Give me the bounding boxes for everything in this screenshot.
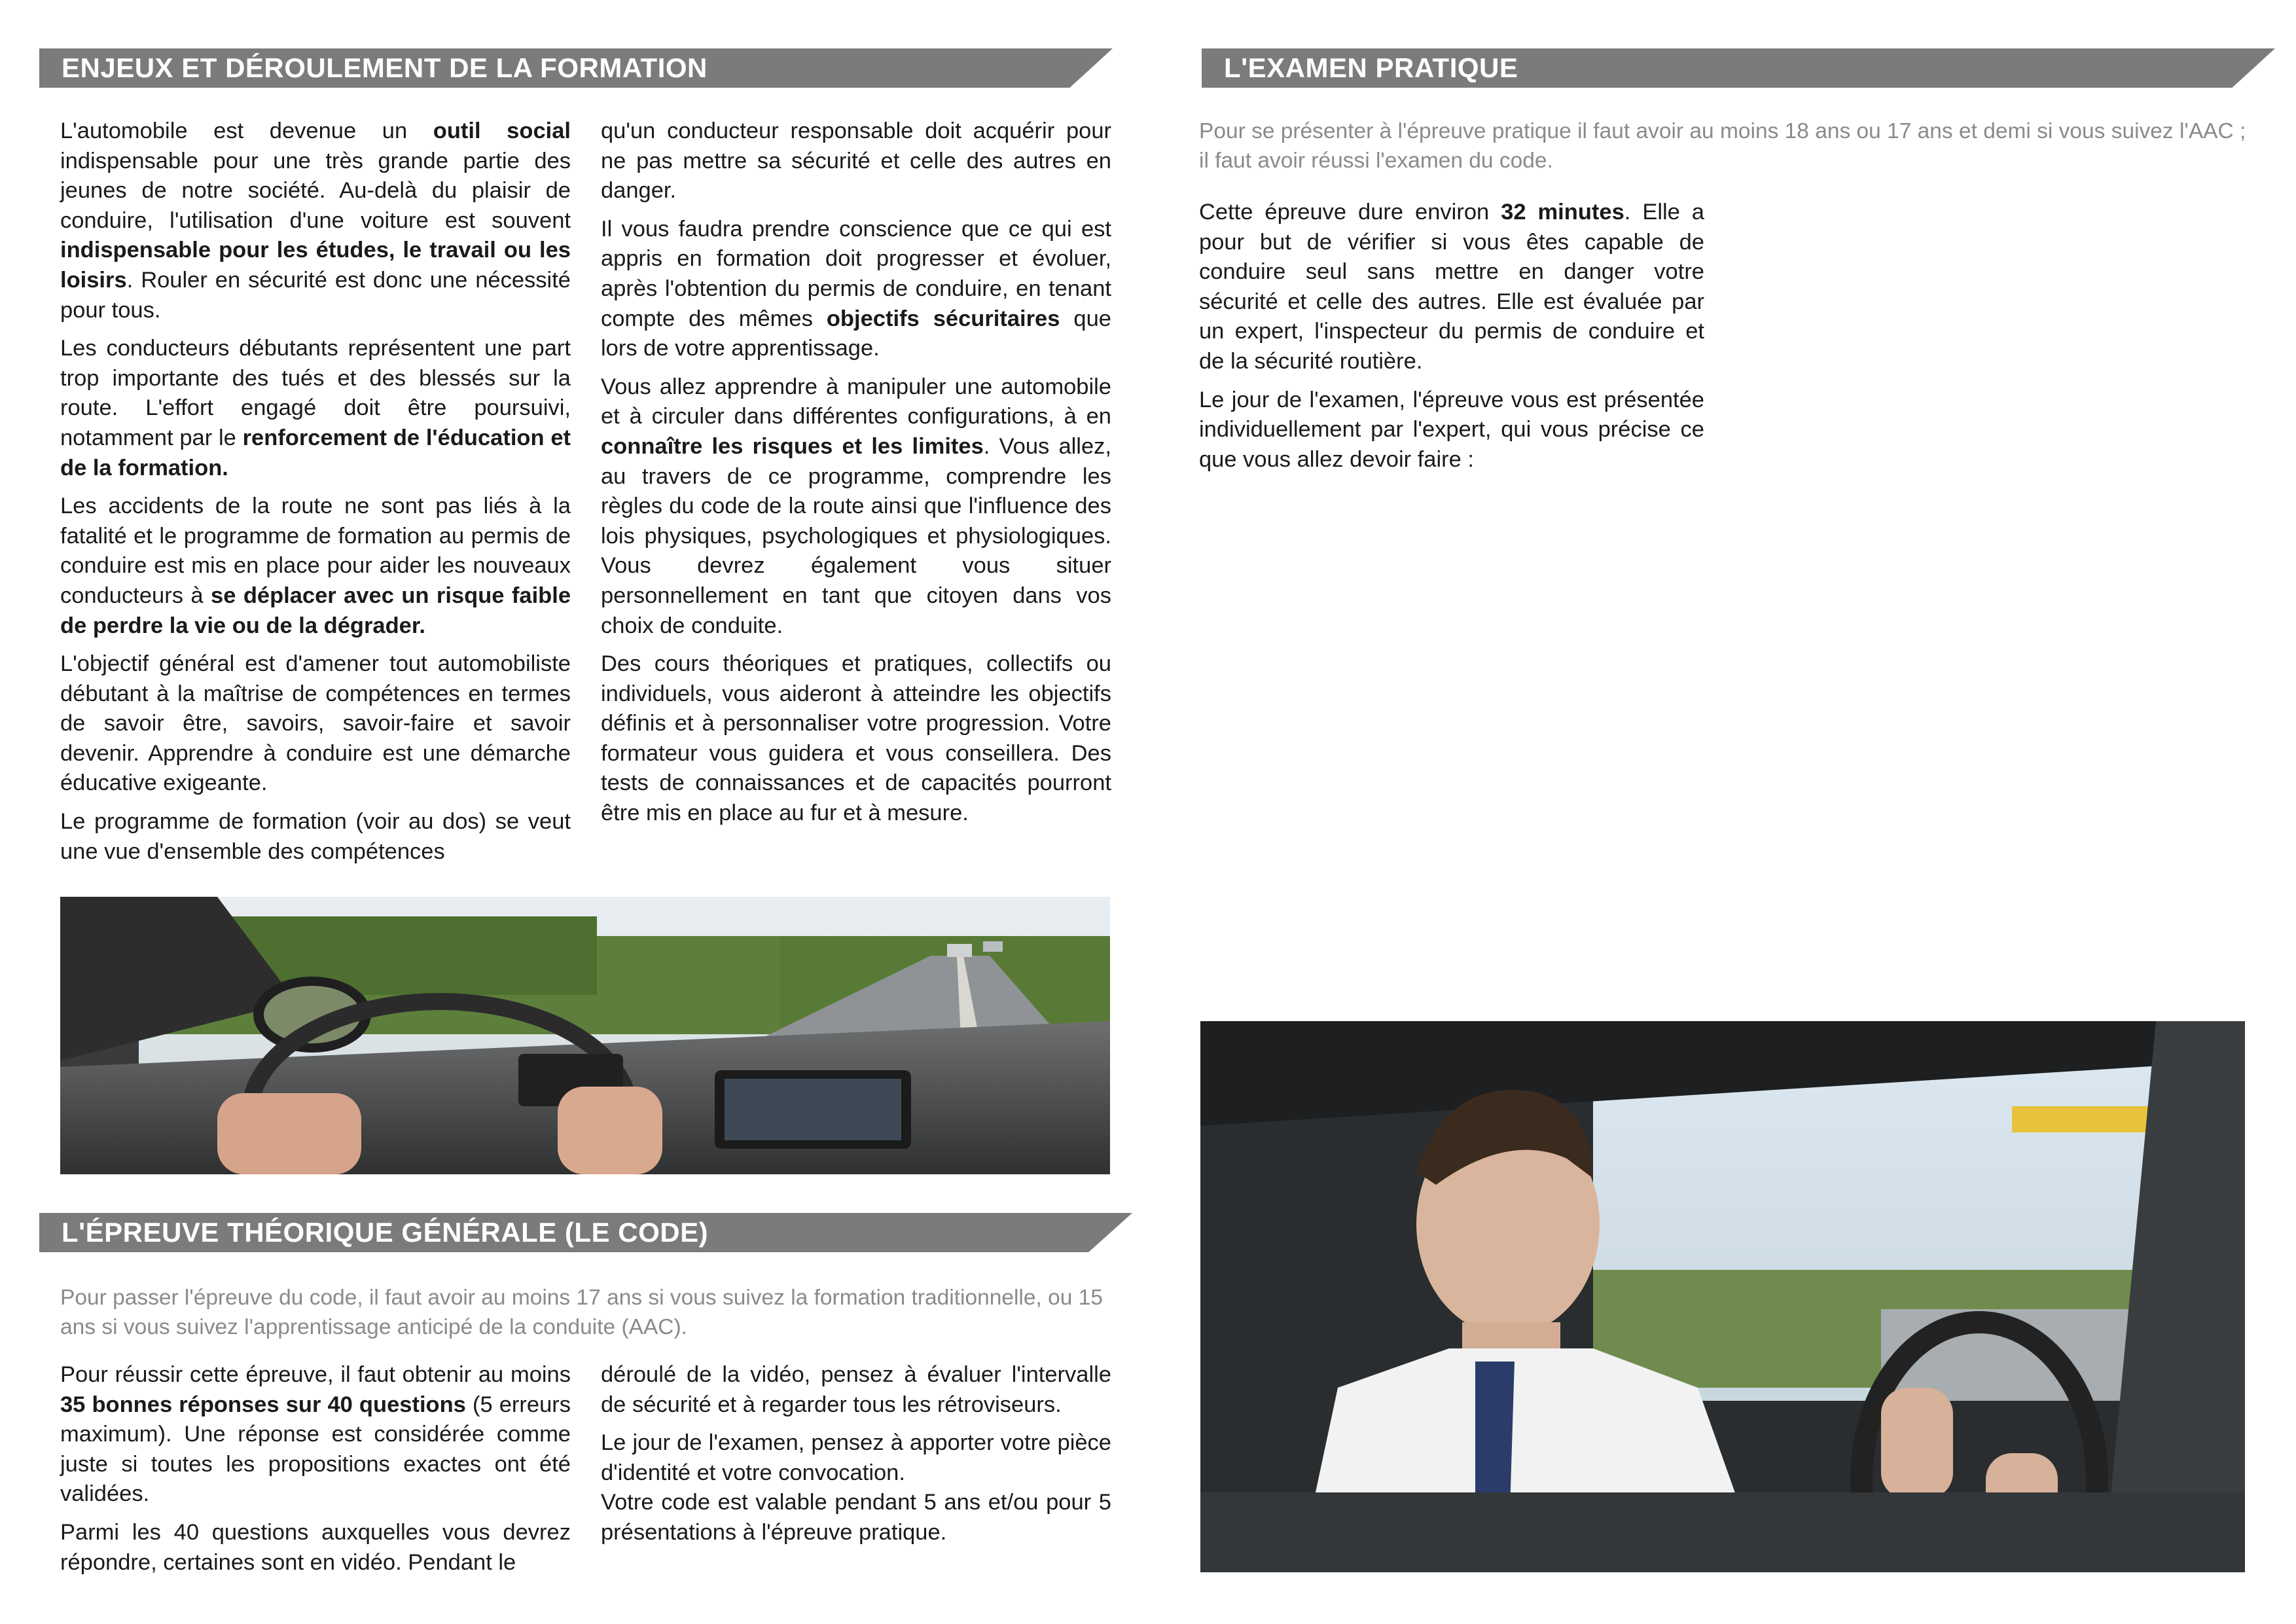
paragraph: Il vous faudra prendre conscience que ce qui est appris en formation doit progresser et évoluer, après l'obtention du permis de conduire, en tenant compte des mêmes objectifs sécuritaires que lors de votre apprentissage.	[601, 216, 1111, 361]
paragraph: Le jour de l'examen, l'épreuve vous est présentée individuellement par l'expert, qui vous précise ce que vous allez devoir faire :	[1199, 387, 1704, 472]
paragraph: L'automobile est devenue un outil social indispensable pour une très grande partie des jeunes de notre société. Au-delà du plaisir de conduire, l'utilisation d'une voiture est souvent indispensable pour les études, le travail ou les loisirs. Rouler en sécurité est donc une nécessité pour tous.	[60, 118, 571, 323]
paragraph: L'objectif général est d'amener tout automobiliste débutant à la maîtrise de compétences en termes de savoir être, savoirs, savoir-faire et savoir devenir. Apprendre à conduire est une démarche éducative exigeante.	[60, 651, 571, 796]
paragraph: qu'un conducteur responsable doit acquérir pour ne pas mettre sa sécurité et celle des autres en danger.	[601, 118, 1111, 204]
paragraph: déroulé de la vidéo, pensez à évaluer l'intervalle de sécurité et à regarder tous les rétroviseurs.	[601, 1362, 1111, 1417]
paragraph: Les conducteurs débutants représentent une part trop importante des tués et des blessés sur la route. L'effort engagé doit être poursuivi, notamment par le renforcement de l'éducation et de la formation.	[60, 336, 571, 480]
driving-road-photo	[60, 897, 1110, 1174]
section-banner-formation	[39, 48, 1113, 88]
paragraph: Des cours théoriques et pratiques, collectifs ou individuels, vous aideront à atteindre les objectifs définis et à personnaliser votre progression. Votre formateur vous guidera et vous conseillera. Des tests de connaissances et de capacités pourront être mis en place au fur et à mesure.	[601, 651, 1111, 826]
section-banner-code	[39, 1213, 1132, 1252]
paragraph: Le programme de formation (voir au dos) se veut une vue d'ensemble des compétences	[60, 809, 571, 864]
paragraph: Vous allez apprendre à manipuler une automobile et à circuler dans différentes configurations, à en connaître les risques et les limites. Vous allez, au travers de ce programme, comprendre les règles du code de la route ainsi que l'influence des lois physiques, psychologiques et physiologiques. Vous devrez également vous situer personnellement en tant que citoyen dans vos choix de conduite.	[601, 374, 1111, 638]
section-title-examen: L'EXAMEN PRATIQUE	[1224, 52, 1518, 83]
section-title-formation: ENJEUX ET DÉROULEMENT DE LA FORMATION	[62, 52, 708, 83]
formation-column-1	[60, 117, 571, 875]
section-title-code: L'ÉPREUVE THÉORIQUE GÉNÉRALE (LE CODE)	[62, 1217, 709, 1248]
code-intro-text: Pour passer l'épreuve du code, il faut avoir au moins 17 ans si vous suivez la formation traditionnelle, ou 15 ans si vous suivez l'apprentissage anticipé de la conduite (AAC).	[60, 1286, 1103, 1339]
code-column-2	[601, 1360, 1111, 1557]
examen-paragraphs-1	[1199, 198, 1704, 475]
paragraph: Pour réussir cette épreuve, il faut obtenir au moins 35 bonnes réponses sur 40 questions (5 erreurs maximum). Une réponse est considérée comme juste si toutes les propositions exactes ont été validées.	[60, 1362, 571, 1507]
paragraph: Le jour de l'examen, pensez à apporter votre pièce d'identité et votre convocation. Votre code est valable pendant 5 ans et/ou pour 5 présentations à l'épreuve pratique.	[601, 1430, 1111, 1545]
paragraph: Les accidents de la route ne sont pas liés à la fatalité et le programme de formation au permis de conduire est mis en place pour aider les nouveaux conducteurs à se déplacer avec un risque faible de perdre la vie ou de la dégrader.	[60, 494, 571, 638]
paragraph: Parmi les 40 questions auxquelles vous devrez répondre, certaines sont en vidéo. Pendant le	[60, 1519, 571, 1575]
section-banner-examen	[1202, 48, 2275, 88]
examen-intro-text: Pour se présenter à l'épreuve pratique il faut avoir au moins 18 ans ou 17 ans et demi si vous suivez l'AAC ; il faut avoir réussi l'examen du code.	[1199, 119, 2246, 173]
code-column-1	[60, 1360, 571, 1586]
paragraph: Cette épreuve dure environ 32 minutes. Elle a pour but de vérifier si vous êtes capable de conduire seul sans mettre en danger votre sécurité et celle des autres. Elle est évaluée par un expert, l'inspecteur du permis de conduire et de la sécurité routière.	[1199, 200, 1704, 374]
formation-column-2	[601, 117, 1111, 837]
examen-column-2	[1738, 198, 2244, 232]
examen-column-1	[1199, 198, 1704, 483]
young-driver-photo	[1200, 1021, 2245, 1572]
